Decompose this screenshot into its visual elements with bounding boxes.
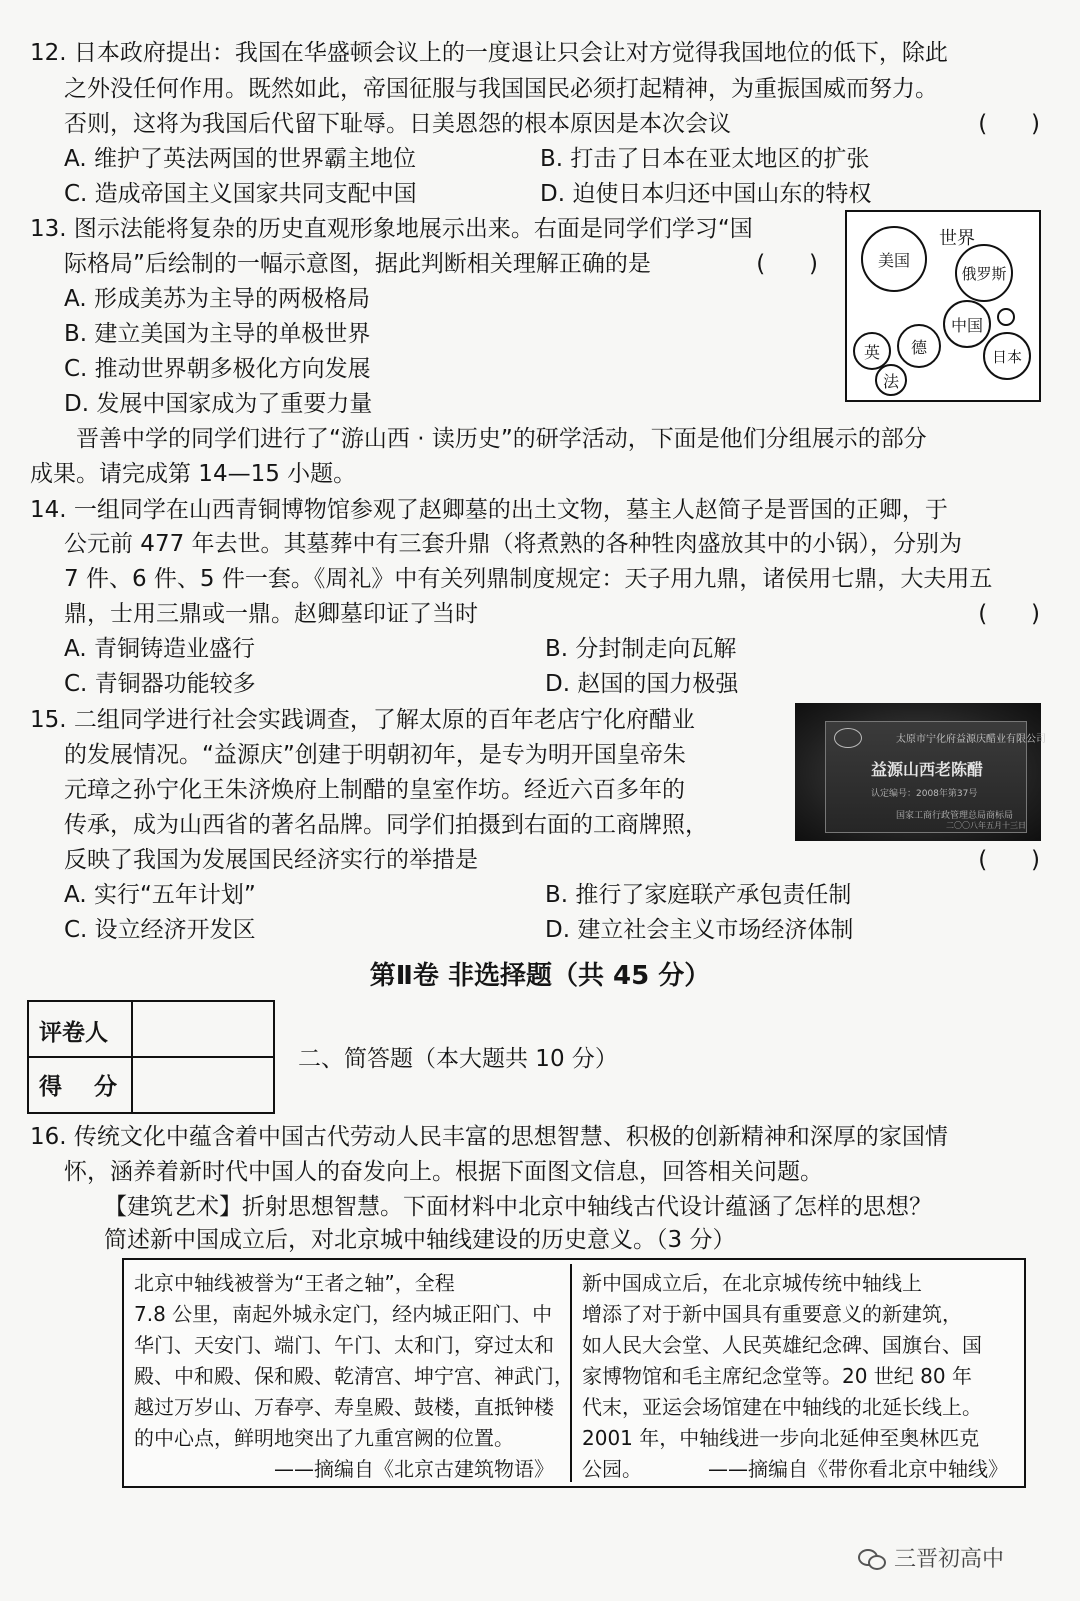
grader-table-hline xyxy=(29,1056,273,1058)
diagram-title: 世界 xyxy=(939,228,975,249)
q15-option-c[interactable]: C. 设立经济开发区 xyxy=(64,917,256,943)
q13-line-1: 13. 图示法能将复杂的历史直观形象地展示出来。右面是同学们学习“国 xyxy=(30,216,753,242)
q16-line-1: 16. 传统文化中蕴含着中国古代劳动人民丰富的思想智慧、积极的创新精神和深厚的家国情 xyxy=(30,1124,948,1150)
material-left-line: 北京中轴线被誉为“王者之轴”，全程 xyxy=(134,1271,455,1295)
q12-line-1: 12. 日本政府提出：我国在华盛顿会议上的一度退让只会让对方觉得我国地位的低下，除此 xyxy=(30,40,948,66)
grader-table xyxy=(27,1000,275,1114)
q13-option-a[interactable]: A. 形成美苏为主导的两极格局 xyxy=(64,286,370,312)
q15-option-d[interactable]: D. 建立社会主义市场经济体制 xyxy=(545,917,854,943)
material-right-line: 增添了对于新中国具有重要意义的新建筑， xyxy=(582,1302,962,1326)
material-right-line: 如人民大会堂、人民英雄纪念碑、国旗台、国 xyxy=(582,1333,982,1357)
score-input[interactable] xyxy=(135,1060,269,1110)
q13-option-b[interactable]: B. 建立美国为主导的单极世界 xyxy=(64,321,371,347)
circle-small xyxy=(997,308,1015,326)
watermark-text: 三晋初高中 xyxy=(894,1547,1005,1572)
material-right-citation: ——摘编自《带你看北京中轴线》 xyxy=(708,1457,1008,1481)
q14-line-3: 7 件、6 件、5 件一套。《周礼》中有关列鼎制度规定：天子用九鼎，诸侯用七鼎，大夫用五 xyxy=(64,566,993,592)
intro-line-1: 晋善中学的同学们进行了“游山西 · 读历史”的研学活动，下面是他们分组展示的部分 xyxy=(76,426,927,452)
circle-russia: 俄罗斯 xyxy=(955,244,1013,302)
grader-label: 评卷人 xyxy=(39,1019,108,1046)
q12-line-2: 之外没任何作用。既然如此，帝国征服与我国国民必须打起精神，为重振国威而努力。 xyxy=(64,76,938,102)
license-company: 太原市宁化府益源庆醋业有限公司 xyxy=(896,734,1046,745)
q15-line-3: 元璋之孙宁化王朱济焕府上制醋的皇室作坊。经近六百多年的 xyxy=(64,777,685,803)
material-box xyxy=(122,1258,1026,1488)
short-answer-heading: 二、简答题（本大题共 10 分） xyxy=(298,1046,618,1072)
q14-line-1: 14. 一组同学在山西青铜博物馆参观了赵卿墓的出土文物，墓主人赵简子是晋国的正卿，于 xyxy=(30,497,948,523)
q13-option-c[interactable]: C. 推动世界朝多极化方向发展 xyxy=(64,356,371,382)
material-right-line: 家博物馆和毛主席纪念堂等。20 世纪 80 年 xyxy=(582,1364,972,1388)
intro-line-2: 成果。请完成第 14—15 小题。 xyxy=(30,461,357,487)
score-label: 得 分 xyxy=(39,1073,118,1100)
circle-china: 中国 xyxy=(943,300,991,348)
license-plate xyxy=(825,721,1046,833)
q12-option-b[interactable]: B. 打击了日本在亚太地区的扩张 xyxy=(540,146,870,172)
material-right-line: 新中国成立后，在北京城传统中轴线上 xyxy=(582,1271,922,1295)
q15-line-4: 传承，成为山西省的著名品牌。同学们拍摄到右面的工商牌照， xyxy=(64,812,708,838)
circle-japan: 日本 xyxy=(983,332,1031,380)
q16-line-3: 【建筑艺术】折射思想智慧。下面材料中北京中轴线古代设计蕴涵了怎样的思想？ xyxy=(104,1194,932,1220)
q14-option-a[interactable]: A. 青铜铸造业盛行 xyxy=(64,636,255,662)
circle-britain: 英 xyxy=(853,332,891,370)
business-license-photo xyxy=(795,703,1046,841)
material-right-line: 2001 年，中轴线进一步向北延伸至奥林匹克 xyxy=(582,1426,980,1450)
q12-answer-paren[interactable]: ( ) xyxy=(978,111,1040,137)
circle-germany: 德 xyxy=(897,324,941,368)
q14-option-b[interactable]: B. 分封制走向瓦解 xyxy=(545,636,737,662)
q13-option-d[interactable]: D. 发展中国家成为了重要力量 xyxy=(64,391,373,417)
q15-option-a[interactable]: A. 实行“五年计划” xyxy=(64,882,256,908)
material-left-line: 越过万岁山、万春亭、寿皇殿、鼓楼，直抵钟楼 xyxy=(134,1395,554,1419)
material-left-line: 的中心点，鲜明地突出了九重宫阙的位置。 xyxy=(134,1426,514,1450)
material-left-line: 殿、中和殿、保和殿、乾清宫、坤宁宫、神武门， xyxy=(134,1364,574,1388)
q12-option-c[interactable]: C. 造成帝国主义国家共同支配中国 xyxy=(64,181,417,207)
section-title: 第Ⅱ卷 非选择题（共 45 分） xyxy=(369,961,711,991)
license-date: 二〇〇八年五月十三日 xyxy=(946,821,1026,830)
circle-usa: 美国 xyxy=(861,226,927,292)
q13-answer-paren[interactable]: ( ) xyxy=(756,251,818,277)
q12-option-a[interactable]: A. 维护了英法两国的世界霸主地位 xyxy=(64,146,416,172)
q15-line-2: 的发展情况。“益源庆”创建于明朝初年，是专为明开国皇帝朱 xyxy=(64,742,686,768)
material-left xyxy=(134,1268,574,1454)
q12-option-d[interactable]: D. 迫使日本归还中国山东的特权 xyxy=(540,181,872,207)
q14-line-4: 鼎，士用三鼎或一鼎。赵卿墓印证了当时 xyxy=(64,601,478,627)
material-left-citation: ——摘编自《北京古建筑物语》 xyxy=(274,1457,554,1481)
q14-answer-paren[interactable]: ( ) xyxy=(978,601,1040,627)
q16-line-2: 怀，涵养着新时代中国人的奋发向上。根据下面图文信息，回答相关问题。 xyxy=(64,1159,823,1185)
license-issuer: 国家工商行政管理总局商标局 xyxy=(896,811,1014,821)
license-number: 认定编号：2008年第37号 xyxy=(871,789,978,799)
q14-option-d[interactable]: D. 赵国的国力极强 xyxy=(545,671,739,697)
circle-france: 法 xyxy=(875,364,907,396)
material-right-last: 公园。 xyxy=(582,1457,642,1481)
q14-line-2: 公元前 477 年去世。其墓葬中有三套升鼎（将煮熟的各种牲肉盛放其中的小锅），分别为 xyxy=(64,531,963,557)
q13-line-2: 际格局”后绘制的一幅示意图，据此判断相关理解正确的是 xyxy=(64,251,651,277)
grader-input[interactable] xyxy=(135,1004,269,1054)
wechat-icon xyxy=(858,1547,886,1569)
q12-line-3: 否则，这将为我国后代留下耻辱。日美恩怨的根本原因是本次会议 xyxy=(64,111,731,137)
q15-answer-paren[interactable]: ( ) xyxy=(978,847,1040,873)
material-left-line: 7.8 公里，南起外城永定门，经内城正阳门、中 xyxy=(134,1302,553,1326)
q14-option-c[interactable]: C. 青铜器功能较多 xyxy=(64,671,256,697)
material-right-line: 代末，亚运会场馆建在中轴线的北延长线上。 xyxy=(582,1395,982,1419)
watermark xyxy=(858,1542,1004,1573)
material-left-line: 华门、天安门、端门、午门、太和门，穿过太和 xyxy=(134,1333,554,1357)
world-pattern-diagram xyxy=(845,210,1041,402)
q15-line-1: 15. 二组同学进行社会实践调查，了解太原的百年老店宁化府醋业 xyxy=(30,707,695,733)
q16-line-4: 简述新中国成立后，对北京城中轴线建设的历史意义。（3 分） xyxy=(104,1227,736,1253)
q15-option-b[interactable]: B. 推行了家庭联产承包责任制 xyxy=(545,882,852,908)
material-right xyxy=(582,1268,982,1454)
license-seal-icon xyxy=(834,728,862,748)
license-brand: 益源山西老陈醋 xyxy=(871,760,984,779)
q15-line-5: 反映了我国为发展国民经济实行的举措是 xyxy=(64,847,478,873)
